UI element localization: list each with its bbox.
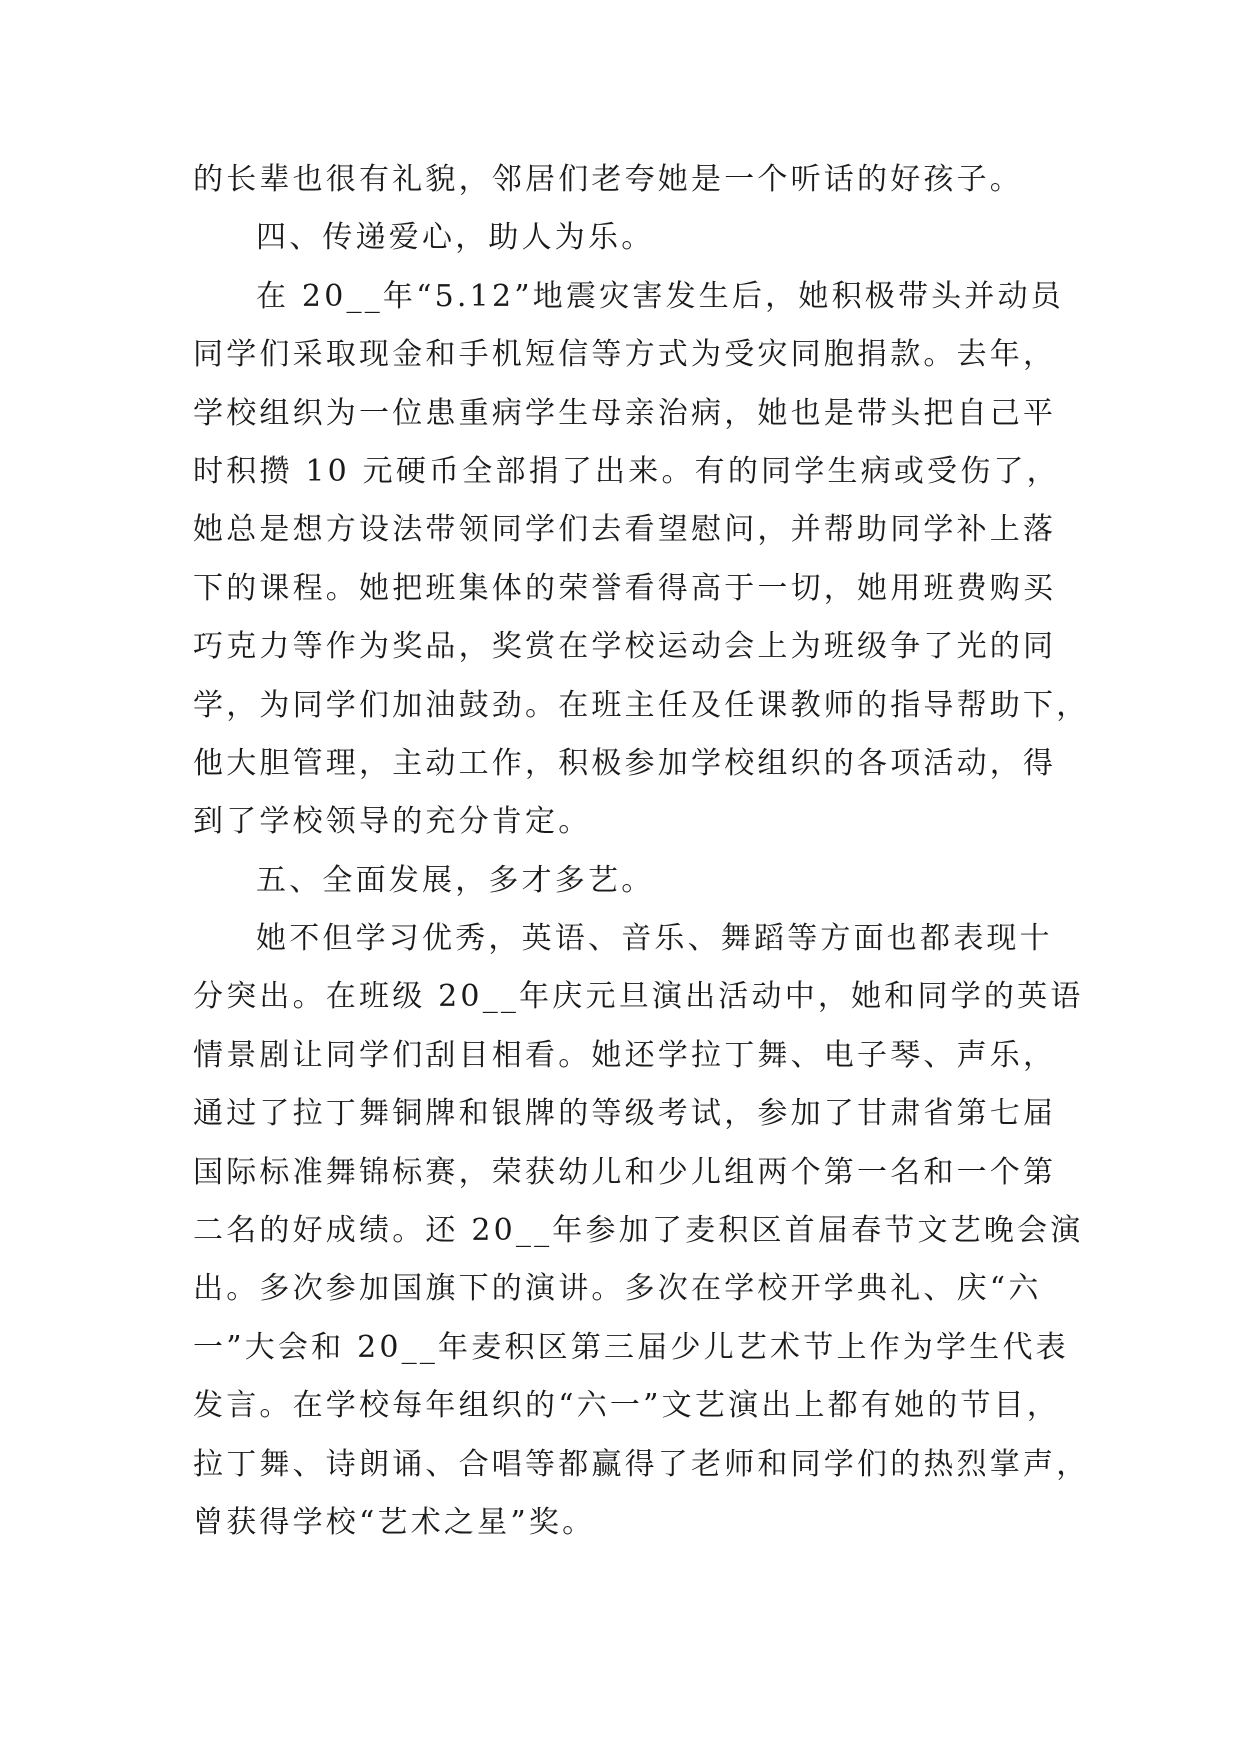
text-line: 二名的好成绩。还 20__年参加了麦积区首届春节文艺晚会演	[193, 1213, 1084, 1249]
text-line: 出。多次参加国旗下的演讲。多次在学校开学典礼、庆“六	[193, 1271, 1042, 1307]
text-line: 拉丁舞、诗朗诵、合唱等都赢得了老师和同学们的热烈掌声，	[193, 1446, 1090, 1482]
text-line: 巧克力等作为奖品，奖赏在学校运动会上为班级争了光的同	[193, 629, 1057, 665]
text-line: 情景剧让同学们刮目相看。她还学拉丁舞、电子琴、声乐，	[193, 1037, 1057, 1073]
text-line: 时积攒 10 元硬币全部捐了出来。有的同学生病或受伤了，	[193, 453, 1060, 489]
text-line: 一”大会和 20__年麦积区第三届少儿艺术节上作为学生代表	[193, 1329, 1069, 1365]
text-line: 通过了拉丁舞铜牌和银牌的等级考试，参加了甘肃省第七届	[193, 1096, 1057, 1132]
text-line: 五、全面发展，多才多艺。	[256, 862, 655, 898]
text-line: 四、传递爱心，助人为乐。	[256, 220, 655, 256]
text-line: 下的课程。她把班集体的荣誉看得高于一切，她用班费购买	[193, 570, 1057, 606]
text-line: 发言。在学校每年组织的“六一”文艺演出上都有她的节目，	[193, 1388, 1061, 1424]
body-text	[193, 151, 1090, 1552]
text-line: 学，为同学们加油鼓劲。在班主任及任课教师的指导帮助下，	[193, 687, 1090, 723]
text-line: 他大胆管理，主动工作，积极参加学校组织的各项活动，得	[193, 745, 1057, 781]
text-line: 她总是想方设法带领同学们去看望慰问，并帮助同学补上落	[193, 512, 1057, 548]
text-line: 分突出。在班级 20__年庆元旦演出活动中，她和同学的英语	[193, 979, 1084, 1015]
text-line: 学校组织为一位患重病学生母亲治病，她也是带头把自己平	[193, 395, 1057, 431]
text-line: 到了学校领导的充分肯定。	[193, 804, 592, 840]
text-line: 曾获得学校“艺术之星”奖。	[193, 1504, 596, 1540]
text-line: 同学们采取现金和手机短信等方式为受灾同胞捐款。去年，	[193, 337, 1057, 373]
text-line: 在 20__年“5.12”地震灾害发生后，她积极带头并动员	[256, 278, 1064, 314]
text-line: 她不但学习优秀，英语、音乐、舞蹈等方面也都表现十	[256, 921, 1053, 957]
text-line: 的长辈也很有礼貌，邻居们老夸她是一个听话的好孩子。	[193, 162, 1023, 197]
text-line: 国际标准舞锦标赛，荣获幼儿和少儿组两个第一名和一个第	[193, 1154, 1057, 1190]
